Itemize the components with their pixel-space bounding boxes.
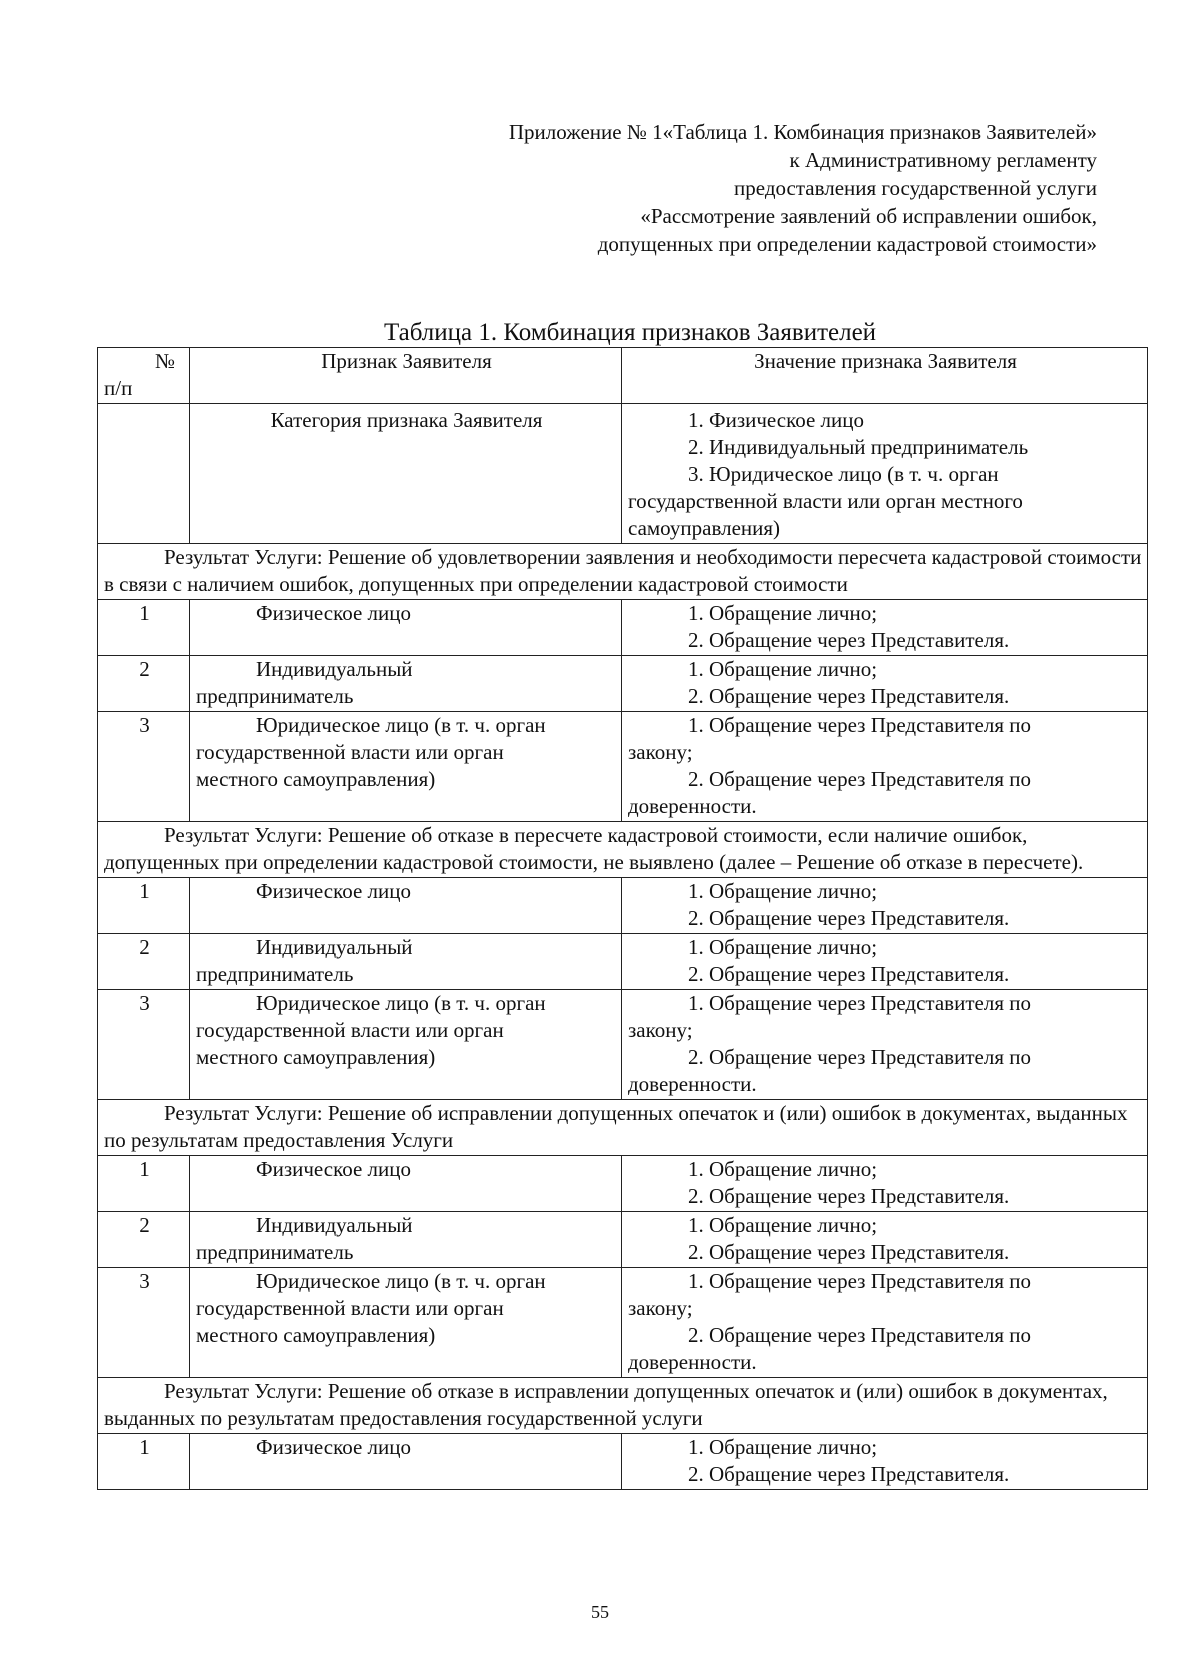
value-via-representative: 2. Обращение через Представителя. bbox=[688, 1184, 1010, 1208]
applicant-ip bbox=[190, 656, 622, 712]
applicant-ip-line-1: Индивидуальный bbox=[256, 1213, 413, 1237]
row-number: 1 bbox=[98, 600, 190, 656]
table-row bbox=[98, 1268, 1148, 1378]
table-row bbox=[98, 600, 1148, 656]
header-line-5: допущенных при определении кадастровой стоимости» bbox=[597, 232, 1097, 256]
category-value-3c: самоуправления) bbox=[628, 516, 781, 540]
row-number: 1 bbox=[98, 878, 190, 934]
row-number: 2 bbox=[98, 1212, 190, 1268]
result-row bbox=[98, 1378, 1148, 1434]
value-cell bbox=[622, 656, 1148, 712]
value-personal: 1. Обращение лично; bbox=[688, 601, 878, 625]
applicant-legal-line-1: Юридическое лицо (в т. ч. орган bbox=[256, 1269, 546, 1293]
header-attr-cell: Признак Заявителя bbox=[190, 348, 622, 404]
result-text-2: Результат Услуги: Решение об отказе в пересчете кадастровой стоимости, если наличие ошибок, допущенных при определении кадастровой стоимости, не выявлено (далее – Решение об отказе в пересчете). bbox=[98, 822, 1148, 878]
category-attr-cell: Категория признака Заявителя bbox=[190, 404, 622, 544]
applicant-legal-line-2: государственной власти или орган bbox=[196, 1018, 504, 1042]
value-cell bbox=[622, 1434, 1148, 1490]
value-via-representative: 2. Обращение через Представителя. bbox=[688, 906, 1010, 930]
value-via-proxy-2: доверенности. bbox=[628, 1072, 757, 1096]
table-row bbox=[98, 712, 1148, 822]
applicant-ip-line-2: предприниматель bbox=[196, 1240, 354, 1264]
row-number: 1 bbox=[98, 1434, 190, 1490]
value-via-proxy-2: доверенности. bbox=[628, 1350, 757, 1374]
category-row bbox=[98, 404, 1148, 544]
value-via-representative: 2. Обращение через Представителя. bbox=[688, 628, 1010, 652]
table-row bbox=[98, 878, 1148, 934]
value-via-proxy-1: 2. Обращение через Представителя по bbox=[688, 767, 1031, 791]
result-text-3: Результат Услуги: Решение об исправлении допущенных опечаток и (или) ошибок в документах, выданных по результатам предоставления Услуги bbox=[98, 1100, 1148, 1156]
appendix-header bbox=[337, 118, 1097, 258]
value-personal: 1. Обращение лично; bbox=[688, 879, 878, 903]
category-value-1: 1. Физическое лицо bbox=[688, 408, 865, 432]
header-num-pp: п/п bbox=[104, 376, 133, 400]
page-number: 55 bbox=[591, 1602, 609, 1622]
result-row bbox=[98, 1100, 1148, 1156]
table-row bbox=[98, 934, 1148, 990]
header-value-cell: Значение признака Заявителя bbox=[622, 348, 1148, 404]
row-number: 3 bbox=[98, 712, 190, 822]
value-via-representative: 2. Обращение через Представителя. bbox=[688, 684, 1010, 708]
row-number: 3 bbox=[98, 1268, 190, 1378]
applicant-ip-line-2: предприниматель bbox=[196, 684, 354, 708]
applicant-legal-line-1: Юридическое лицо (в т. ч. орган bbox=[256, 991, 546, 1015]
value-via-law-1: 1. Обращение через Представителя по bbox=[688, 1269, 1031, 1293]
row-number: 2 bbox=[98, 934, 190, 990]
applicant-ip-line-1: Индивидуальный bbox=[256, 657, 413, 681]
applicant-legal bbox=[190, 1268, 622, 1378]
applicant-legal-line-2: государственной власти или орган bbox=[196, 1296, 504, 1320]
value-cell bbox=[622, 878, 1148, 934]
applicant-legal bbox=[190, 990, 622, 1100]
value-via-proxy-1: 2. Обращение через Представителя по bbox=[688, 1045, 1031, 1069]
header-line-1: Приложение № 1«Таблица 1. Комбинация признаков Заявителей» bbox=[508, 120, 1097, 144]
value-cell bbox=[622, 1156, 1148, 1212]
result-text-4: Результат Услуги: Решение об отказе в исправлении допущенных опечаток и (или) ошибок в документах, выданных по результатам предоставления государственной услуги bbox=[98, 1378, 1148, 1434]
applicant-legal-line-3: местного самоуправления) bbox=[196, 1045, 436, 1069]
value-via-representative: 2. Обращение через Представителя. bbox=[688, 1240, 1010, 1264]
table-row bbox=[98, 1434, 1148, 1490]
header-line-2: к Административному регламенту bbox=[789, 148, 1097, 172]
value-personal: 1. Обращение лично; bbox=[688, 1213, 878, 1237]
value-via-law-1: 1. Обращение через Представителя по bbox=[688, 713, 1031, 737]
value-cell bbox=[622, 1268, 1148, 1378]
value-cell bbox=[622, 934, 1148, 990]
applicant-ip-line-1: Индивидуальный bbox=[256, 935, 413, 959]
table-header-row bbox=[98, 348, 1148, 404]
table-row bbox=[98, 656, 1148, 712]
category-value-3a: 3. Юридическое лицо (в т. ч. орган bbox=[688, 462, 999, 486]
applicant-legal-line-1: Юридическое лицо (в т. ч. орган bbox=[256, 713, 546, 737]
value-personal: 1. Обращение лично; bbox=[688, 657, 878, 681]
value-via-proxy-2: доверенности. bbox=[628, 794, 757, 818]
value-personal: 1. Обращение лично; bbox=[688, 1435, 878, 1459]
result-row bbox=[98, 822, 1148, 878]
value-cell bbox=[622, 990, 1148, 1100]
value-via-law-2: закону; bbox=[628, 740, 693, 764]
value-via-representative: 2. Обращение через Представителя. bbox=[688, 962, 1010, 986]
applicant-ip-line-2: предприниматель bbox=[196, 962, 354, 986]
header-line-3: предоставления государственной услуги bbox=[734, 176, 1097, 200]
header-num-cell bbox=[98, 348, 190, 404]
value-via-proxy-1: 2. Обращение через Представителя по bbox=[688, 1323, 1031, 1347]
result-text-1: Результат Услуги: Решение об удовлетворении заявления и необходимости пересчета кадастровой стоимости в связи с наличием ошибок, допущенных при определении кадастровой стоимости bbox=[98, 544, 1148, 600]
row-number: 1 bbox=[98, 1156, 190, 1212]
category-value-3b: государственной власти или орган местного bbox=[628, 489, 1023, 513]
value-via-law-2: закону; bbox=[628, 1296, 693, 1320]
applicant-physical: Физическое лицо bbox=[190, 878, 622, 934]
table-title: Таблица 1. Комбинация признаков Заявителей bbox=[383, 319, 877, 346]
value-cell bbox=[622, 712, 1148, 822]
value-via-law-1: 1. Обращение через Представителя по bbox=[688, 991, 1031, 1015]
header-num-sign: № bbox=[154, 349, 175, 373]
row-number: 3 bbox=[98, 990, 190, 1100]
category-value-2: 2. Индивидуальный предприниматель bbox=[688, 435, 1029, 459]
applicant-physical: Физическое лицо bbox=[190, 600, 622, 656]
applicant-ip bbox=[190, 934, 622, 990]
value-cell bbox=[622, 600, 1148, 656]
applicant-legal-line-3: местного самоуправления) bbox=[196, 1323, 436, 1347]
applicant-ip bbox=[190, 1212, 622, 1268]
header-line-4: «Рассмотрение заявлений об исправлении ошибок, bbox=[640, 204, 1097, 228]
value-personal: 1. Обращение лично; bbox=[688, 935, 878, 959]
applicant-physical: Физическое лицо bbox=[190, 1156, 622, 1212]
value-via-law-2: закону; bbox=[628, 1018, 693, 1042]
applicant-legal-line-3: местного самоуправления) bbox=[196, 767, 436, 791]
table-row bbox=[98, 990, 1148, 1100]
table-row bbox=[98, 1156, 1148, 1212]
value-cell bbox=[622, 1212, 1148, 1268]
applicant-physical: Физическое лицо bbox=[190, 1434, 622, 1490]
applicant-legal-line-2: государственной власти или орган bbox=[196, 740, 504, 764]
value-personal: 1. Обращение лично; bbox=[688, 1157, 878, 1181]
table-row bbox=[98, 1212, 1148, 1268]
row-number: 2 bbox=[98, 656, 190, 712]
category-num-cell bbox=[98, 404, 190, 544]
value-via-representative: 2. Обращение через Представителя. bbox=[688, 1462, 1010, 1486]
applicant-attributes-table bbox=[97, 347, 1148, 1490]
category-value-cell bbox=[622, 404, 1148, 544]
result-row bbox=[98, 544, 1148, 600]
applicant-legal bbox=[190, 712, 622, 822]
